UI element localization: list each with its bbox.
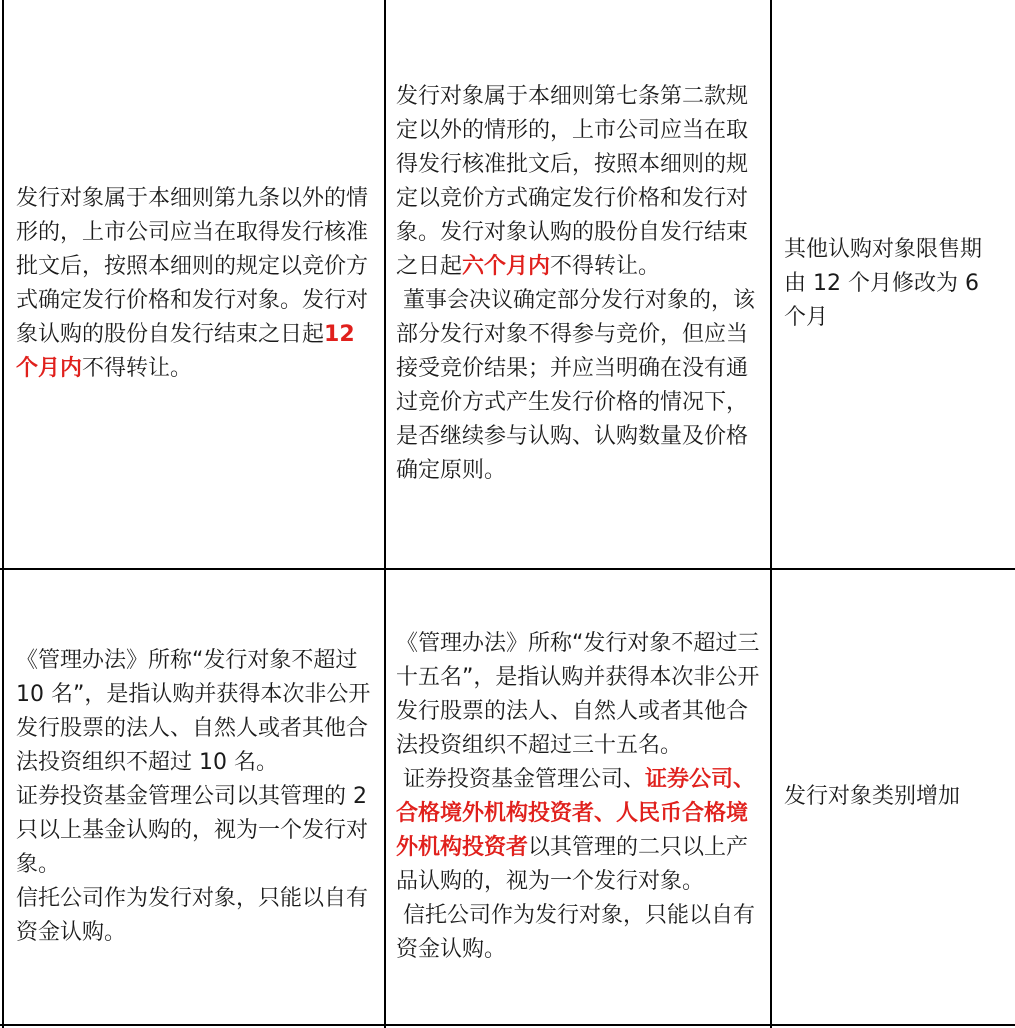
- paragraph: [16, 780, 374, 882]
- table-border-bottom: [0, 1024, 1015, 1026]
- row2-note-cell: [772, 570, 1015, 1024]
- paragraph: [396, 627, 760, 763]
- text-run: 发行对象属于本细则第九条以外的情形的，上市公司应当在取得发行核准批文后，按照本细则的规定以竞价方式确定发行价格和发行对象。发行对象认购的股份自发行结束之日起: [16, 186, 369, 347]
- highlighted-text: 证券公司、合格境外机构投资者、人民币合格境外机构投资者: [396, 767, 756, 860]
- text-run: 其他认购对象限售期由 12 个月修改为 6 个月: [784, 237, 986, 330]
- text-run: 发行对象属于本细则第七条第二款规定以外的情形的，上市公司应当在取得发行核准批文后，按照本细则的规定以竞价方式确定发行价格和发行对象。发行对象认购的股份自发行结束之日起: [396, 84, 749, 279]
- paragraph: [396, 284, 760, 488]
- paragraph: [16, 644, 374, 780]
- paragraph: [396, 763, 760, 899]
- row2-old-rule-cell: [6, 570, 382, 1024]
- row1-old-rule-text: [16, 182, 374, 386]
- paragraph: [16, 182, 374, 386]
- text-run: 证券投资基金管理公司以其管理的 2 只以上基金认购的，视为一个发行对象。: [16, 784, 374, 877]
- paragraph: [396, 899, 760, 967]
- paragraph: [784, 780, 1001, 814]
- text-run: 不得转让。: [550, 254, 661, 279]
- paragraph: [396, 80, 760, 284]
- row2-new-rule-text: [396, 627, 760, 967]
- row2-new-rule-cell: [386, 570, 770, 1024]
- paragraph: [16, 882, 374, 950]
- paragraph: [784, 233, 1001, 335]
- text-run: 信托公司作为发行对象，只能以自有资金认购。: [16, 886, 369, 945]
- text-run: 不得转让。: [82, 356, 193, 381]
- text-run: 证券投资基金管理公司、: [396, 767, 646, 792]
- row2-old-rule-text: [16, 644, 374, 950]
- table-border-left: [2, 0, 4, 1028]
- row1-new-rule-text: [396, 80, 760, 488]
- text-run: 以其管理的二只以上产品认购的，视为一个发行对象。: [396, 835, 749, 894]
- text-run: 《管理办法》所称“发行对象不超过 10 名”，是指认购并获得本次非公开发行股票的法人、自然人或者其他合法投资组织不超过 10 名。: [16, 648, 371, 775]
- text-run: 发行对象类别增加: [784, 784, 961, 809]
- row1-new-rule-cell: [386, 0, 770, 568]
- text-run: 《管理办法》所称“发行对象不超过三十五名”，是指认购并获得本次非公开发行股票的法人、自然人或者其他合法投资组织不超过三十五名。: [396, 631, 760, 758]
- text-run: 信托公司作为发行对象，只能以自有资金认购。: [396, 903, 756, 962]
- text-run: 董事会决议确定部分发行对象的，该部分发行对象不得参与竞价，但应当接受竞价结果；并应当明确在没有通过竞价方式产生发行价格的情况下，是否继续参与认购、认购数量及价格确定原则。: [396, 288, 756, 483]
- row1-note-text: [784, 233, 1001, 335]
- row2-note-text: [784, 780, 1001, 814]
- highlighted-text: 12 个月内: [16, 322, 363, 381]
- highlighted-text: 六个月内: [462, 254, 551, 279]
- row1-note-cell: [772, 0, 1015, 568]
- row1-old-rule-cell: [6, 0, 382, 568]
